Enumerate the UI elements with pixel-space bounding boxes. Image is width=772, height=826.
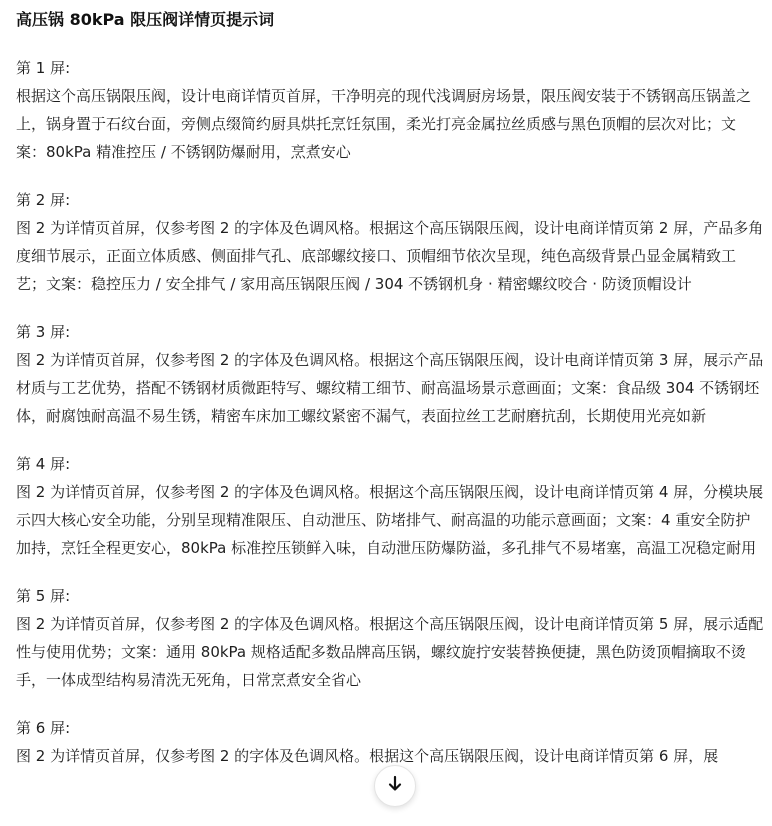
section-heading: 第 1 屏:	[16, 59, 71, 77]
section-2	[16, 186, 764, 298]
document	[16, 8, 764, 790]
section-body: 图 2 为详情页首屏，仅参考图 2 的字体及色调风格。根据这个高压锅限压阀，设计电商详情页第 3 屏，展示产品材质与工艺优势，搭配不锈钢材质微距特写、螺纹精工细节、耐高温场景示意画面；文案：食品级 304 不锈钢坯体，耐腐蚀耐高温不易生锈，精密车床加工螺纹紧密不漏气，表面拉丝工艺耐磨抗刮，长期使用光亮如新	[16, 351, 764, 425]
section-1	[16, 54, 764, 166]
section-heading: 第 2 屏:	[16, 191, 71, 209]
section-body: 根据这个高压锅限压阀，设计电商详情页首屏，干净明亮的现代浅调厨房场景，限压阀安装于不锈钢高压锅盖之上，锅身置于石纹台面，旁侧点缀简约厨具烘托烹饪氛围，柔光打亮金属拉丝质感与黑色顶帽的层次对比；文案：80kPa 精准控压 / 不锈钢防爆耐用，烹煮安心	[16, 87, 752, 161]
section-body: 图 2 为详情页首屏，仅参考图 2 的字体及色调风格。根据这个高压锅限压阀，设计电商详情页第 4 屏，分模块展示四大核心安全功能，分别呈现精准限压、自动泄压、防堵排气、耐高温的功能示意画面；文案：4 重安全防护加持，烹饪全程更安心，80kPa 标准控压锁鲜入味，自动泄压防爆防溢，多孔排气不易堵塞，高温工况稳定耐用	[16, 483, 764, 557]
section-4	[16, 450, 764, 562]
section-heading: 第 4 屏:	[16, 455, 71, 473]
arrow-down-icon	[386, 775, 404, 797]
section-heading: 第 6 屏:	[16, 719, 71, 737]
section-6	[16, 714, 764, 770]
section-3	[16, 318, 764, 430]
section-body: 图 2 为详情页首屏，仅参考图 2 的字体及色调风格。根据这个高压锅限压阀，设计电商详情页第 6 屏，展	[16, 747, 719, 765]
section-5	[16, 582, 764, 694]
section-heading: 第 5 屏:	[16, 587, 71, 605]
section-heading: 第 3 屏:	[16, 323, 71, 341]
document-title: 高压锅 80kPa 限压阀详情页提示词	[16, 10, 275, 29]
scroll-down-button[interactable]	[374, 765, 416, 807]
section-body: 图 2 为详情页首屏，仅参考图 2 的字体及色调风格。根据这个高压锅限压阀，设计电商详情页第 5 屏，展示适配性与使用优势；文案：通用 80kPa 规格适配多数品牌高压锅，螺纹旋拧安装替换便捷，黑色防烫顶帽摘取不烫手，一体成型结构易清洗无死角，日常烹煮安全省心	[16, 615, 764, 689]
section-body: 图 2 为详情页首屏，仅参考图 2 的字体及色调风格。根据这个高压锅限压阀，设计电商详情页第 2 屏，产品多角度细节展示，正面立体质感、侧面排气孔、底部螺纹接口、顶帽细节依次呈现，纯色高级背景凸显金属精致工艺；文案：稳控压力 / 安全排气 / 家用高压锅限压阀 / 304 不锈钢机身 · 精密螺纹咬合 · 防烫顶帽设计	[16, 219, 764, 293]
